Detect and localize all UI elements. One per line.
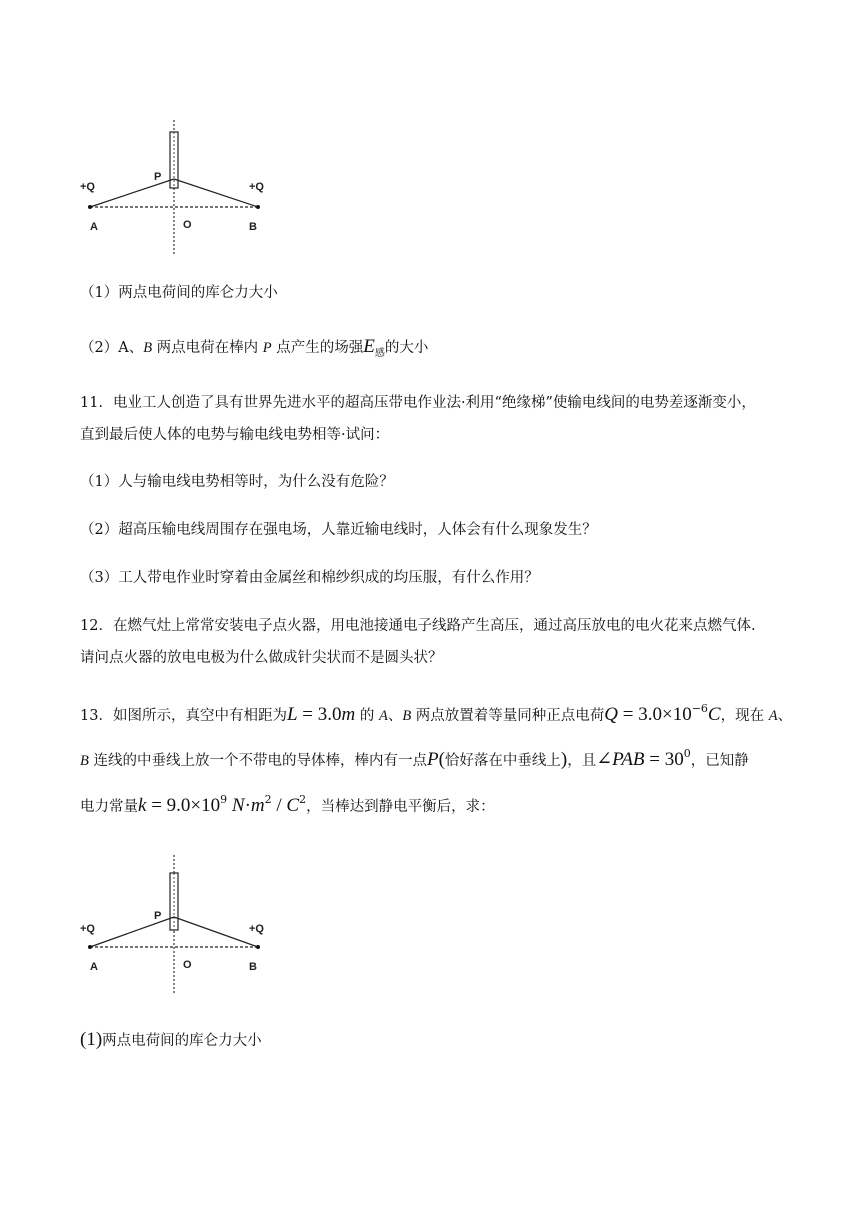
q13-line1: 13．如图所示，真空中有相距为L = 3.0m 的 A、B 两点放置着等量同种正点电荷$Q = 3.0\times 10^{-6}C$，现在 A、 bbox=[80, 702, 793, 725]
label-B: B bbox=[249, 961, 257, 973]
prev-sub2: （2）A、B 两点电荷在棒内 P 点产生的场强$E_感$的大小 bbox=[80, 336, 429, 359]
charge-A bbox=[88, 205, 92, 209]
q11-sub3: （3）工人带电作业时穿着由金属丝和棉纱织成的均压服，有什么作用？ bbox=[80, 570, 539, 586]
label-O: O bbox=[183, 959, 192, 971]
label-plus-Q-left: +Q bbox=[80, 181, 95, 193]
label-P: P bbox=[154, 910, 162, 922]
label-A: A bbox=[90, 221, 98, 233]
prev-sub1: （1）两点电荷间的库仑力大小 bbox=[80, 285, 278, 301]
line-BP bbox=[174, 917, 258, 947]
q12-line1: 12．在燃气灶上常常安装电子点火器，用电池接通电子线路产生高压，通过高压放电的电火花来点燃气体. bbox=[80, 618, 756, 634]
label-plus-Q-right: +Q bbox=[249, 181, 264, 193]
label-A: A bbox=[90, 961, 98, 973]
figure-charges-rod-2 bbox=[75, 853, 275, 1003]
line-AP bbox=[90, 179, 174, 207]
q13-line2: B 连线的中垂线上放一个不带电的导体棒，棒内有一点P(恰好落在中垂线上)，且∠PAB = $30^0$，已知静 bbox=[80, 747, 749, 770]
label-O: O bbox=[183, 219, 192, 231]
figure-charges-rod-1 bbox=[75, 110, 275, 260]
q11-line2: 直到最后使人体的电势与输电线电势相等·试问： bbox=[80, 427, 390, 443]
charge-B bbox=[256, 945, 260, 949]
label-plus-Q-left: +Q bbox=[80, 923, 95, 935]
q13-sub1: (1)两点电荷间的库仑力大小 bbox=[80, 1029, 262, 1050]
label-B: B bbox=[249, 221, 257, 233]
q11-line1: 11．电业工人创造了具有世界先进水平的超高压带电作业法·利用“绝缘梯”使输电线间的电势差逐渐变小， bbox=[80, 395, 756, 411]
label-P: P bbox=[154, 171, 162, 183]
q12-line2: 请问点火器的放电电极为什么做成针尖状而不是圆头状？ bbox=[80, 650, 443, 666]
charge-A bbox=[88, 945, 92, 949]
q11-sub1: （1）人与输电线电势相等时，为什么没有危险？ bbox=[80, 474, 394, 490]
charge-B bbox=[256, 205, 260, 209]
label-plus-Q-right: +Q bbox=[249, 923, 264, 935]
q11-sub2: （2）超高压输电线周围存在强电场，人靠近输电线时，人体会有什么现象发生？ bbox=[80, 522, 597, 538]
q13-line3: 电力常量$k = 9.0\times 10^9$ $N\cdot m^2 / C^2$，当棒达到静电平衡后，求： bbox=[80, 793, 495, 816]
line-BP bbox=[174, 179, 258, 207]
line-AP bbox=[90, 917, 174, 947]
